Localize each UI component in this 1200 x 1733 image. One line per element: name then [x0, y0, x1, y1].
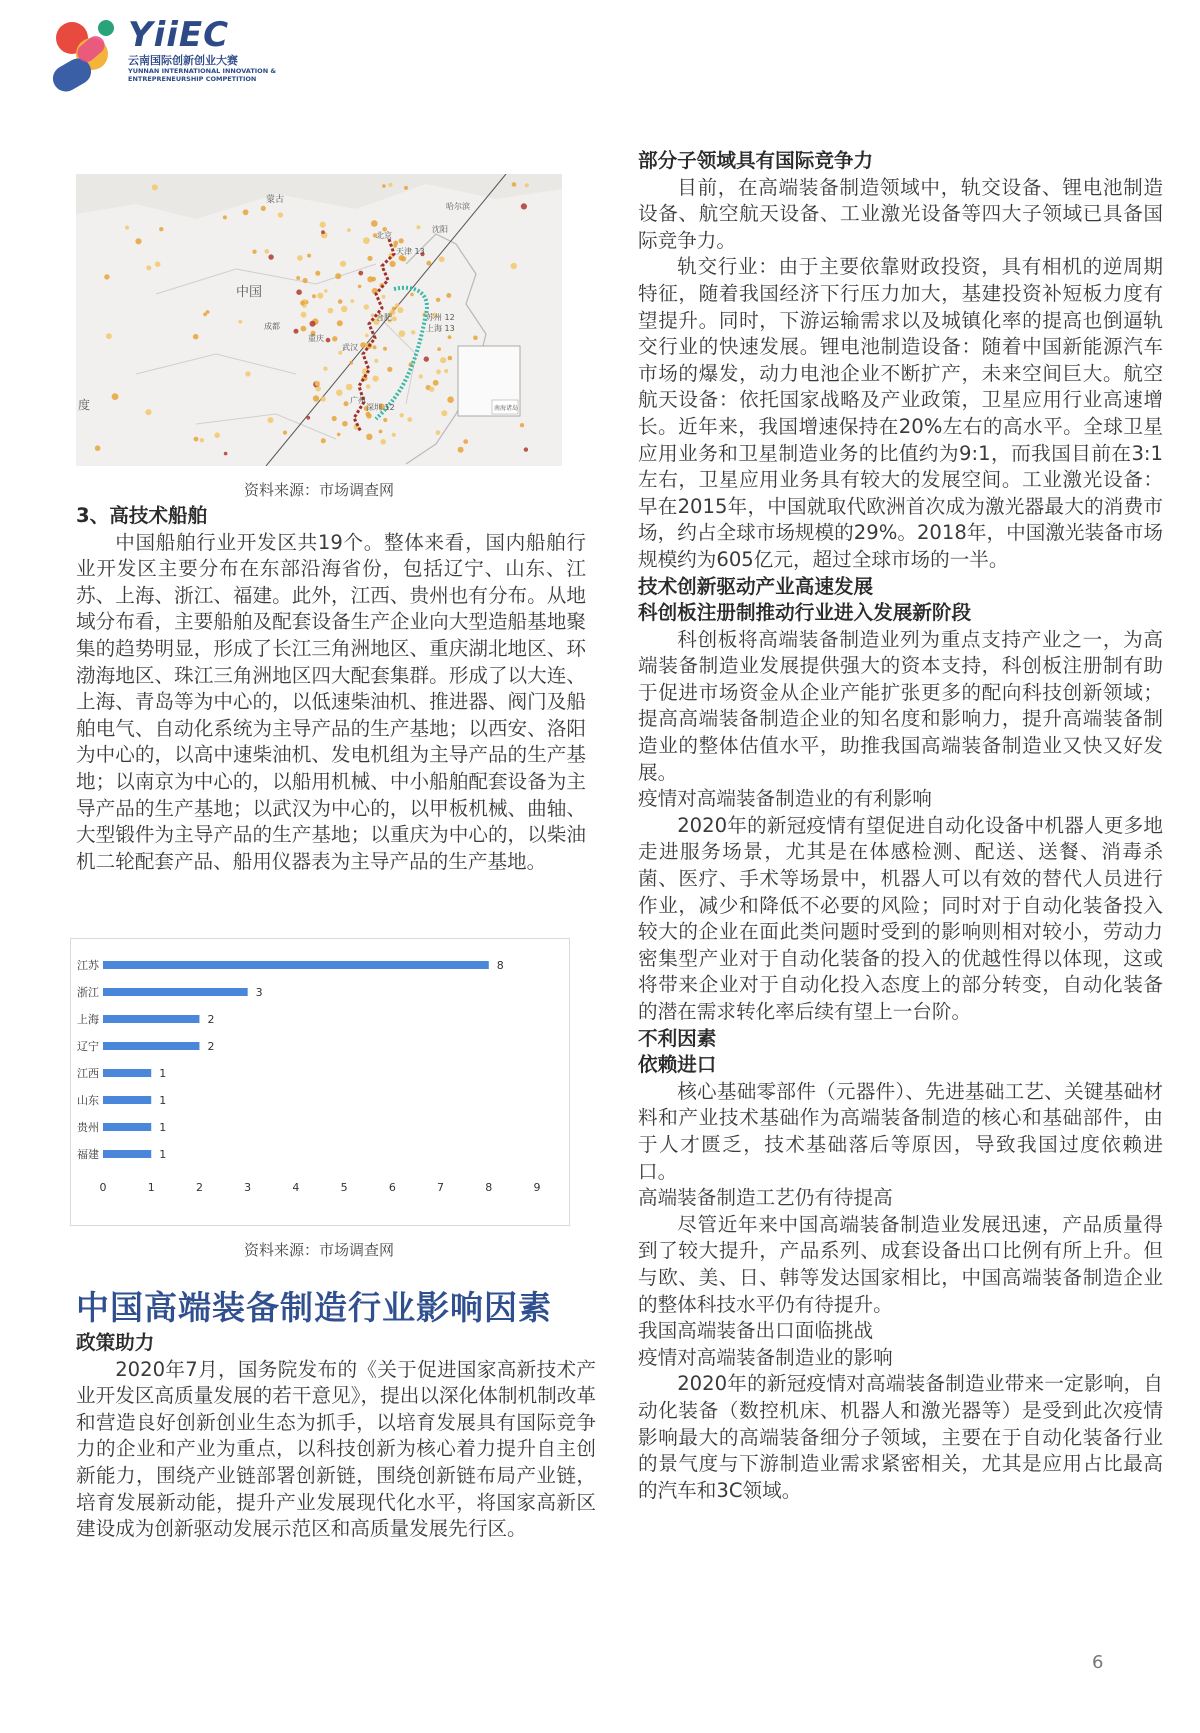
map-label-nanhai: 南海诸岛: [494, 405, 519, 412]
map-dot: [245, 371, 250, 376]
map-dot: [399, 330, 406, 337]
map-dot: [446, 293, 451, 298]
map-dot: [426, 261, 431, 266]
import-dependency-title: 依赖进口: [638, 1053, 717, 1077]
innovation-title: 技术创新驱动产业高速发展: [638, 574, 874, 598]
map-dot: [365, 334, 369, 338]
x-tick-label: 4: [292, 1181, 300, 1194]
map-label-harbin: 哈尔滨: [446, 202, 470, 211]
map-dot: [383, 347, 387, 351]
bar-value-label: 8: [496, 959, 504, 972]
map-dot: [371, 220, 378, 227]
x-tick-label: 6: [388, 1181, 396, 1194]
bar-category-label: 江苏: [77, 959, 99, 972]
map-dot: [332, 336, 337, 341]
map-dot: [364, 304, 369, 309]
map-dot: [341, 306, 347, 312]
map-dot: [238, 320, 242, 324]
page-number: 6: [1092, 1652, 1104, 1673]
x-tick-label: 0: [99, 1181, 107, 1194]
left-column-top: [76, 503, 586, 875]
map-dot: [439, 256, 445, 262]
map-dot: [294, 329, 299, 334]
bar: [103, 1096, 151, 1104]
bar-value-label: 3: [255, 986, 263, 999]
map-dot: [392, 307, 396, 311]
map-label-beijing: 北京: [376, 231, 392, 240]
map-dot: [214, 432, 220, 438]
x-tick-label: 9: [533, 1181, 541, 1194]
bar-chart-svg: [71, 939, 569, 1225]
map-dot: [419, 374, 423, 378]
bar: [103, 1069, 151, 1077]
map-dot: [520, 423, 524, 427]
right-column: [638, 148, 1163, 1504]
bar-category-label: 上海: [77, 1013, 99, 1026]
x-tick-label: 1: [147, 1181, 155, 1194]
map-dot: [193, 334, 199, 340]
map-dot: [366, 434, 372, 440]
bar: [103, 1123, 151, 1131]
map-dot: [224, 452, 228, 456]
map-dot: [379, 430, 383, 434]
map-dot: [525, 183, 529, 187]
map-dot: [283, 431, 287, 435]
bar-value-label: 1: [159, 1121, 167, 1134]
map-dot: [307, 254, 311, 258]
star-market-paragraph: 科创板将高端装备制造业列为重点支持产业之一，为高端装备制造业发展提供强大的资本支持，科创板注册制有助于促进市场资金从企业产能扩张更多的配向科技创新领域；提高高端装备制造企业的知名度和影响力，提升高端装备制造业的整体估值水平，助推我国高端装备制造业又快又好发展。: [638, 627, 1163, 784]
map-dot: [344, 401, 349, 406]
map-dot: [347, 228, 351, 232]
map-dot: [400, 413, 404, 417]
map-dot: [297, 255, 303, 261]
map-dot: [106, 333, 112, 339]
competitiveness-paragraph: 目前，在高端装备制造领域中，轨交设备、锂电池制造设备、航空航天设备、工业激光设备等四大子领域已具备国际竞争力。: [638, 175, 1163, 252]
bar-chart: [70, 938, 570, 1226]
map-dot: [155, 261, 161, 267]
map-label-guangzhou: 广州: [350, 396, 366, 405]
map-dot: [447, 396, 454, 403]
map-dot: [424, 356, 429, 361]
brand-name: YiiEC: [128, 15, 230, 55]
map-dot: [433, 380, 439, 386]
map-dot: [390, 261, 396, 267]
map-caption: 资料来源：市场调查网: [243, 481, 394, 499]
map-dot: [373, 345, 377, 349]
map-dot: [320, 222, 326, 228]
map-dot: [346, 384, 353, 391]
logo-mark-icon: [48, 14, 126, 94]
map-dot: [300, 301, 305, 306]
map-dot: [441, 410, 447, 416]
map-dot: [296, 276, 300, 280]
map-label-edge: 度: [78, 398, 91, 412]
pandemic-benefit-paragraph: 2020年的新冠疫情有望促进自动化设备中机器人更多地走进服务场景，尤其是在体感检测、配送、送餐、消毒杀菌、医疗、手术等场景中，机器人可以有效的替代人员进行作业，减少和降低不必要的风险；同时对于自动化装备投入较大的企业在面此类问题时受到的影响则相对较小，劳动力密集型产业对于自动化装备的投入的优越性得以体现，这或将带来企业对于自动化投入态度上的部分转变，自动化装备的潜在需求转化率后续有望上一台阶。: [638, 813, 1163, 1023]
bar-category-label: 福建: [77, 1148, 99, 1161]
bar-value-label: 1: [159, 1067, 167, 1080]
map-dot: [392, 316, 397, 321]
map-dot: [440, 357, 446, 363]
map-dot: [203, 313, 207, 317]
x-tick-label: 5: [340, 1181, 348, 1194]
map-dot: [316, 386, 321, 391]
map-dot: [407, 417, 412, 422]
map-dot: [301, 326, 307, 332]
pandemic-impact-paragraph: 2020年的新冠疫情对高端装备制造业带来一定影响，自动化装备（数控机床、机器人和激光器等）是受到此次疫情影响最大的高端装备细分子领域，主要在于自动化装备行业的景气度与下游制造业需求紧密相关，尤其是应用占比最高的汽车和3C领域。: [638, 1372, 1163, 1502]
map-dot: [436, 298, 440, 302]
map-dot: [366, 384, 371, 389]
map-dot: [410, 293, 414, 297]
bar-value-label: 2: [207, 1013, 215, 1026]
map-dot: [337, 320, 343, 326]
map-dot: [268, 417, 274, 423]
map-dot: [321, 230, 325, 234]
map-dot: [512, 182, 517, 187]
x-tick-label: 8: [485, 1181, 493, 1194]
map-dot: [463, 439, 468, 444]
map-dot: [383, 418, 387, 422]
bar: [103, 988, 248, 996]
import-dependency-paragraph: 核心基础零部件（元器件）、先进基础工艺、关键基础材料和产业技术基础作为高端装备制造的核心和基础部件，由于人才匮乏，技术基础落后等原因，导致我国过度依赖进口。: [638, 1079, 1163, 1183]
map-svg: [76, 174, 562, 466]
map-label-tianjin: 天津 13: [396, 247, 425, 256]
map-dot: [392, 433, 396, 437]
map-label-shenzhen: 深圳 12: [366, 403, 395, 412]
bar-category-label: 辽宁: [77, 1040, 99, 1053]
map-label-china: 中国: [236, 285, 263, 300]
map-dot: [366, 412, 371, 417]
map-dot: [315, 271, 320, 276]
map-dot: [458, 447, 464, 453]
section3-title: 3、高技术船舶: [76, 504, 208, 527]
map-dot: [382, 184, 386, 188]
distribution-map: [76, 174, 562, 466]
map-dot: [429, 387, 434, 392]
map-dot: [243, 209, 249, 215]
map-dot: [437, 347, 441, 351]
map-dot: [301, 312, 307, 318]
map-dot: [321, 438, 326, 443]
map-dot: [312, 294, 316, 298]
bar-value-label: 2: [207, 1040, 215, 1053]
map-dot: [328, 308, 334, 314]
map-dot: [367, 276, 373, 282]
map-dot: [337, 433, 341, 437]
map-dot: [159, 227, 163, 231]
map-dot: [104, 274, 109, 279]
map-dot: [278, 212, 283, 217]
pandemic-benefit-title: 疫情对高端装备制造业的有利影响: [638, 787, 932, 811]
map-dot: [387, 367, 392, 372]
map-dot: [146, 265, 151, 270]
map-label-wuhan: 武汉: [342, 343, 358, 352]
map-dot: [373, 376, 379, 382]
map-dot: [358, 271, 363, 276]
brand-cn: 云南国际创新创业大赛: [128, 54, 238, 67]
map-dot: [367, 256, 372, 261]
pandemic-impact-title: 疫情对高端装备制造业的影响: [638, 1345, 893, 1369]
bar: [103, 1015, 199, 1023]
impact-section: [76, 1286, 596, 1543]
map-dot: [436, 369, 441, 374]
process-title: 高端装备制造工艺仍有待提高: [638, 1186, 893, 1210]
chart-caption: 资料来源：市场调查网: [243, 1241, 394, 1259]
bar-category-label: 江西: [77, 1067, 99, 1080]
map-dot: [317, 293, 323, 299]
map-dot: [306, 416, 310, 420]
map-dot: [388, 183, 392, 187]
map-dot: [324, 289, 328, 293]
map-dot: [252, 250, 256, 254]
subsector-paragraph: 轨交行业：由于主要依靠财政投资，具有相机的逆周期特征，随着我国经济下行压力加大，基建投资补短板力度有望提升。同时，下游运输需求以及城镇化率的提高也倒逼轨交行业的快速发展。锂电池制造设备：随着中国新能源汽车市场的爆发，动力电池企业不断扩产，未来空间巨大。航空航天设备：依托国家战略及产业政策，卫星应用行业高速增长。近年来，我国增速保持在20%左右的高水平。全球卫星应用业务和卫星制造业务的比值约为9:1，而我国目前在3:1左右，卫星应用业务具有较大的发展空间。工业激光设备：早在2015年，中国就取代欧洲首次成为激光器最大的消费市场，约占全球市场规模的29%。2018年，中国激光装备市场规模约为605亿元，超过全球市场的一半。: [638, 255, 1163, 571]
map-dot: [313, 395, 319, 401]
map-dot: [268, 254, 273, 259]
map-dot: [395, 303, 400, 308]
x-tick-label: 2: [195, 1181, 203, 1194]
map-label-shanghai: 上海 13: [426, 324, 455, 333]
brand-logo: [48, 14, 277, 104]
map-label-chengdu: 成都: [264, 322, 280, 331]
map-dot: [95, 445, 101, 451]
map-dot: [125, 226, 129, 230]
map-dot: [315, 381, 320, 386]
map-dot: [303, 278, 308, 283]
map-dot: [265, 249, 270, 254]
map-dot: [416, 225, 420, 229]
bar-category-label: 贵州: [77, 1121, 99, 1134]
map-dot: [326, 338, 331, 343]
map-dot: [223, 215, 227, 219]
bar-category-label: 山东: [77, 1094, 99, 1107]
map-dot: [399, 238, 404, 243]
negative-factors-title: 不利因素: [638, 1026, 717, 1050]
map-dot: [112, 393, 119, 400]
map-dot: [397, 307, 403, 313]
x-tick-label: 7: [437, 1181, 445, 1194]
map-dot: [340, 261, 346, 267]
map-dot: [380, 439, 386, 445]
map-label-shenyang: 沈阳: [432, 225, 448, 234]
map-label-mongolia: 蒙古: [266, 195, 285, 205]
star-market-title: 科创板注册制推动行业进入发展新阶段: [638, 601, 972, 625]
map-dot: [321, 396, 326, 401]
map-dot: [310, 321, 316, 327]
map-dot: [411, 330, 415, 334]
map-dot: [363, 237, 370, 244]
map-dot: [382, 295, 386, 299]
bar-value-label: 1: [159, 1094, 167, 1107]
policy-title: 政策助力: [76, 1331, 155, 1354]
map-dot: [335, 273, 341, 279]
bar: [103, 1042, 199, 1050]
map-dot: [332, 416, 337, 421]
section3-paragraph: 中国船舶行业开发区共19个。整体来看，国内船舶行业开发区主要分布在东部沿海省份，包括辽宁、山东、江苏、上海、浙江、福建。此外，江西、贵州也有分布。从地域分布看，主要船舶及配套设备生产企业向大型造船基地聚集的趋势明显，形成了长江三角洲地区、重庆湖北地区、环渤海地区、珠江三角洲地区四大配套集群。形成了以大连、上海、青岛等为中心的，以低速柴油机、推进器、阀门及船舶电气、自动化系统为主导产品的生产基地；以西安、洛阳为中心的，以高中速柴油机、发电机组为主导产品的生产基地；以南京为中心的，以船用机械、中小船舶配套设备为主导产品的生产基地；以武汉为中心的，以甲板机械、曲轴、大型锻件为主导产品的生产基地；以重庆为中心的，以柴油机二轮配套产品、船用仪器表为主导产品的生产基地。: [76, 530, 586, 873]
map-dot: [521, 203, 527, 209]
map-dot: [296, 289, 302, 295]
map-dot: [336, 390, 342, 396]
bar: [103, 1150, 151, 1158]
map-dot: [261, 206, 266, 211]
map-dot: [374, 359, 378, 363]
map-dot: [448, 335, 452, 339]
policy-paragraph: 2020年7月，国务院发布的《关于促进国家高新技术产业开发区高质量发展的若干意见》，提出以深化体制机制改革和营造良好创新创业生态为抓手，以培育发展具有国际竞争力的企业和产业为重点，以科技创新为核心着力提升自主创新能力，围绕产业链部署创新链，围绕创新链布局产业链，培育发展新动能，提升产业发展现代化水平，将国家高新区建设成为创新驱动发展示范区和高质量发展先行区。: [76, 1357, 596, 1541]
map-dot: [194, 437, 199, 442]
map-dot: [349, 361, 353, 365]
map-dot: [524, 447, 528, 451]
map-dot: [135, 238, 141, 244]
competitiveness-title: 部分子领域具有国际竞争力: [638, 149, 874, 172]
brand-en: YUNNAN INTERNATIONAL INNOVATION & ENTREPRENEURSHIP COMPETITION: [128, 67, 277, 83]
map-dot: [436, 430, 441, 435]
map-dot: [473, 336, 478, 341]
export-challenge-title: 我国高端装备出口面临挑战: [638, 1319, 874, 1343]
map-dot: [145, 409, 151, 415]
map-dot: [200, 438, 204, 442]
map-dot: [350, 299, 354, 303]
x-tick-label: 3: [244, 1181, 252, 1194]
process-paragraph: 尽管近年来中国高端装备制造业发展迅速，产品质量得到了较大提升，产品系列、成套设备出口比例有所上升。但与欧、美、日、韩等发达国家相比，中国高端装备制造企业的整体科技水平仍有待提升。: [638, 1212, 1163, 1316]
map-dot: [358, 285, 362, 289]
map-dot: [342, 421, 348, 427]
map-label-hefei: 合肥: [376, 313, 392, 322]
map-label-chongqing: 重庆: [308, 334, 324, 343]
map-dot: [444, 369, 448, 373]
map-dot: [511, 263, 517, 269]
bar: [103, 961, 489, 969]
map-dot: [404, 186, 408, 190]
bar-value-label: 1: [159, 1148, 167, 1161]
map-dot: [152, 184, 158, 190]
map-dot: [338, 299, 343, 304]
map-dot: [371, 313, 375, 317]
map-label-suzhou: 苏州 12: [426, 313, 455, 322]
section-title: 中国高端装备制造行业影响因素: [76, 1288, 552, 1327]
map-dot: [323, 367, 327, 371]
bar-category-label: 浙江: [77, 986, 99, 999]
map-dot: [448, 356, 453, 361]
